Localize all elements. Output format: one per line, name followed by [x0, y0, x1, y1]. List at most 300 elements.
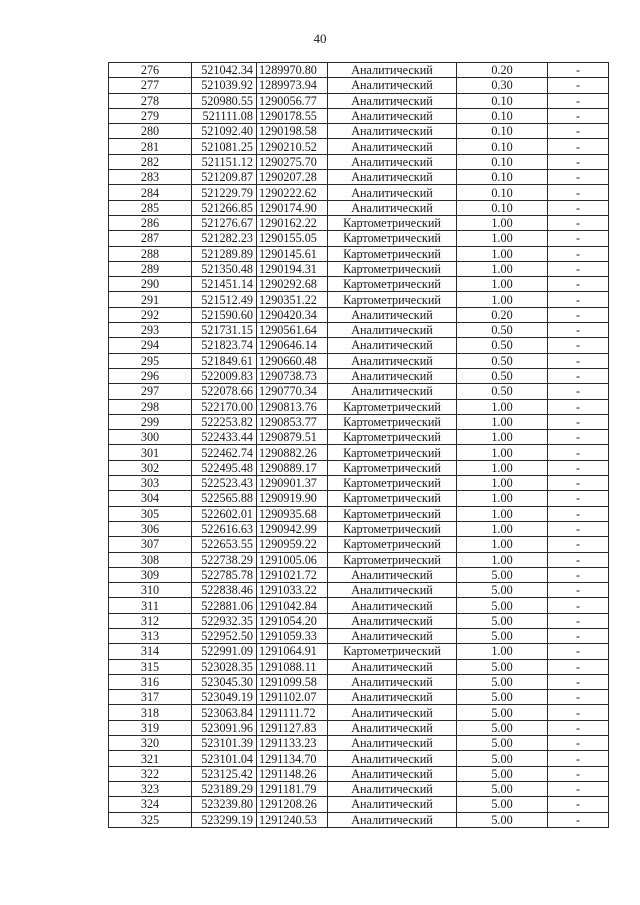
method-cell: Аналитический	[328, 736, 457, 751]
x-coordinate-cell: 523101.04	[192, 751, 257, 766]
method-cell: Картометрический	[328, 552, 457, 567]
method-cell: Картометрический	[328, 537, 457, 552]
point-number-cell: 321	[109, 751, 192, 766]
table-row	[109, 323, 609, 338]
point-number-cell: 306	[109, 521, 192, 536]
dash-cell: -	[548, 63, 609, 78]
accuracy-cell: 0.20	[457, 307, 548, 322]
method-cell: Аналитический	[328, 613, 457, 628]
point-number-cell: 292	[109, 307, 192, 322]
point-number-cell: 309	[109, 567, 192, 582]
method-cell: Аналитический	[328, 628, 457, 643]
x-coordinate-cell: 522881.06	[192, 598, 257, 613]
point-number-cell: 302	[109, 460, 192, 475]
x-coordinate-cell: 521151.12	[192, 154, 257, 169]
x-coordinate-cell: 523189.29	[192, 781, 257, 796]
dash-cell: -	[548, 139, 609, 154]
y-coordinate-cell: 1291042.84	[257, 598, 328, 613]
accuracy-cell: 1.00	[457, 292, 548, 307]
point-number-cell: 314	[109, 644, 192, 659]
dash-cell: -	[548, 384, 609, 399]
y-coordinate-cell: 1290178.55	[257, 108, 328, 123]
table-row	[109, 537, 609, 552]
x-coordinate-cell: 522991.09	[192, 644, 257, 659]
point-number-cell: 320	[109, 736, 192, 751]
y-coordinate-cell: 1291111.72	[257, 705, 328, 720]
point-number-cell: 315	[109, 659, 192, 674]
y-coordinate-cell: 1291064.91	[257, 644, 328, 659]
method-cell: Аналитический	[328, 307, 457, 322]
point-number-cell: 319	[109, 720, 192, 735]
point-number-cell: 303	[109, 476, 192, 491]
accuracy-cell: 0.50	[457, 368, 548, 383]
dash-cell: -	[548, 521, 609, 536]
dash-cell: -	[548, 460, 609, 475]
dash-cell: -	[548, 185, 609, 200]
accuracy-cell: 1.00	[457, 476, 548, 491]
point-number-cell: 283	[109, 170, 192, 185]
y-coordinate-cell: 1290420.34	[257, 307, 328, 322]
point-number-cell: 297	[109, 384, 192, 399]
x-coordinate-cell: 521451.14	[192, 277, 257, 292]
table-row	[109, 766, 609, 781]
table-row	[109, 384, 609, 399]
y-coordinate-cell: 1291059.33	[257, 628, 328, 643]
dash-cell: -	[548, 583, 609, 598]
dash-cell: -	[548, 124, 609, 139]
method-cell: Картометрический	[328, 215, 457, 230]
y-coordinate-cell: 1291033.22	[257, 583, 328, 598]
accuracy-cell: 1.00	[457, 399, 548, 414]
y-coordinate-cell: 1290879.51	[257, 430, 328, 445]
method-cell: Картометрический	[328, 445, 457, 460]
x-coordinate-cell: 522009.83	[192, 368, 257, 383]
dash-cell: -	[548, 812, 609, 827]
y-coordinate-cell: 1291099.58	[257, 674, 328, 689]
x-coordinate-cell: 522932.35	[192, 613, 257, 628]
accuracy-cell: 1.00	[457, 414, 548, 429]
x-coordinate-cell: 522170.00	[192, 399, 257, 414]
point-number-cell: 305	[109, 506, 192, 521]
x-coordinate-cell: 521092.40	[192, 124, 257, 139]
y-coordinate-cell: 1290056.77	[257, 93, 328, 108]
x-coordinate-cell: 523125.42	[192, 766, 257, 781]
accuracy-cell: 5.00	[457, 567, 548, 582]
point-number-cell: 282	[109, 154, 192, 169]
table-row	[109, 292, 609, 307]
dash-cell: -	[548, 506, 609, 521]
x-coordinate-cell: 522653.55	[192, 537, 257, 552]
y-coordinate-cell: 1290935.68	[257, 506, 328, 521]
x-coordinate-cell: 523101.39	[192, 736, 257, 751]
point-number-cell: 284	[109, 185, 192, 200]
accuracy-cell: 5.00	[457, 812, 548, 827]
method-cell: Аналитический	[328, 797, 457, 812]
dash-cell: -	[548, 353, 609, 368]
point-number-cell: 293	[109, 323, 192, 338]
dash-cell: -	[548, 399, 609, 414]
method-cell: Картометрический	[328, 246, 457, 261]
y-coordinate-cell: 1290889.17	[257, 460, 328, 475]
y-coordinate-cell: 1290162.22	[257, 215, 328, 230]
x-coordinate-cell: 522495.48	[192, 460, 257, 475]
dash-cell: -	[548, 476, 609, 491]
point-number-cell: 286	[109, 215, 192, 230]
table-row	[109, 338, 609, 353]
dash-cell: -	[548, 736, 609, 751]
point-number-cell: 294	[109, 338, 192, 353]
method-cell: Аналитический	[328, 720, 457, 735]
point-number-cell: 298	[109, 399, 192, 414]
dash-cell: -	[548, 430, 609, 445]
accuracy-cell: 0.50	[457, 323, 548, 338]
table-row	[109, 185, 609, 200]
point-number-cell: 301	[109, 445, 192, 460]
method-cell: Аналитический	[328, 139, 457, 154]
y-coordinate-cell: 1291240.53	[257, 812, 328, 827]
method-cell: Аналитический	[328, 368, 457, 383]
y-coordinate-cell: 1290770.34	[257, 384, 328, 399]
y-coordinate-cell: 1289973.94	[257, 78, 328, 93]
method-cell: Картометрический	[328, 506, 457, 521]
x-coordinate-cell: 521849.61	[192, 353, 257, 368]
method-cell: Аналитический	[328, 384, 457, 399]
dash-cell: -	[548, 674, 609, 689]
x-coordinate-cell: 522785.78	[192, 567, 257, 582]
x-coordinate-cell: 522952.50	[192, 628, 257, 643]
accuracy-cell: 5.00	[457, 690, 548, 705]
accuracy-cell: 0.20	[457, 63, 548, 78]
table-row	[109, 139, 609, 154]
y-coordinate-cell: 1290174.90	[257, 200, 328, 215]
method-cell: Картометрический	[328, 414, 457, 429]
point-number-cell: 277	[109, 78, 192, 93]
method-cell: Аналитический	[328, 690, 457, 705]
point-number-cell: 324	[109, 797, 192, 812]
method-cell: Аналитический	[328, 185, 457, 200]
accuracy-cell: 0.10	[457, 108, 548, 123]
y-coordinate-cell: 1291102.07	[257, 690, 328, 705]
dash-cell: -	[548, 261, 609, 276]
y-coordinate-cell: 1290275.70	[257, 154, 328, 169]
accuracy-cell: 1.00	[457, 552, 548, 567]
table-row	[109, 720, 609, 735]
accuracy-cell: 5.00	[457, 705, 548, 720]
accuracy-cell: 1.00	[457, 430, 548, 445]
x-coordinate-cell: 521590.60	[192, 307, 257, 322]
table-row	[109, 200, 609, 215]
method-cell: Аналитический	[328, 659, 457, 674]
accuracy-cell: 0.10	[457, 185, 548, 200]
x-coordinate-cell: 521289.89	[192, 246, 257, 261]
dash-cell: -	[548, 215, 609, 230]
x-coordinate-cell: 523045.30	[192, 674, 257, 689]
table-row	[109, 567, 609, 582]
table-row	[109, 261, 609, 276]
method-cell: Картометрический	[328, 261, 457, 276]
table-row	[109, 552, 609, 567]
y-coordinate-cell: 1290853.77	[257, 414, 328, 429]
dash-cell: -	[548, 797, 609, 812]
method-cell: Аналитический	[328, 154, 457, 169]
accuracy-cell: 1.00	[457, 261, 548, 276]
dash-cell: -	[548, 108, 609, 123]
accuracy-cell: 5.00	[457, 720, 548, 735]
accuracy-cell: 5.00	[457, 674, 548, 689]
dash-cell: -	[548, 690, 609, 705]
table-row	[109, 583, 609, 598]
point-number-cell: 317	[109, 690, 192, 705]
dash-cell: -	[548, 766, 609, 781]
x-coordinate-cell: 522523.43	[192, 476, 257, 491]
x-coordinate-cell: 523299.19	[192, 812, 257, 827]
dash-cell: -	[548, 659, 609, 674]
accuracy-cell: 1.00	[457, 246, 548, 261]
point-number-cell: 312	[109, 613, 192, 628]
y-coordinate-cell: 1291054.20	[257, 613, 328, 628]
accuracy-cell: 5.00	[457, 751, 548, 766]
dash-cell: -	[548, 628, 609, 643]
method-cell: Картометрический	[328, 277, 457, 292]
accuracy-cell: 1.00	[457, 521, 548, 536]
method-cell: Аналитический	[328, 781, 457, 796]
y-coordinate-cell: 1290210.52	[257, 139, 328, 154]
dash-cell: -	[548, 93, 609, 108]
y-coordinate-cell: 1290882.26	[257, 445, 328, 460]
y-coordinate-cell: 1290959.22	[257, 537, 328, 552]
accuracy-cell: 5.00	[457, 628, 548, 643]
table-row	[109, 414, 609, 429]
dash-cell: -	[548, 200, 609, 215]
y-coordinate-cell: 1291127.83	[257, 720, 328, 735]
coordinates-table-body	[109, 63, 609, 828]
x-coordinate-cell: 520980.55	[192, 93, 257, 108]
method-cell: Картометрический	[328, 292, 457, 307]
table-row	[109, 353, 609, 368]
y-coordinate-cell: 1290198.58	[257, 124, 328, 139]
method-cell: Аналитический	[328, 108, 457, 123]
method-cell: Картометрический	[328, 644, 457, 659]
method-cell: Аналитический	[328, 598, 457, 613]
y-coordinate-cell: 1290942.99	[257, 521, 328, 536]
method-cell: Картометрический	[328, 476, 457, 491]
method-cell: Аналитический	[328, 338, 457, 353]
table-row	[109, 154, 609, 169]
y-coordinate-cell: 1290351.22	[257, 292, 328, 307]
table-row	[109, 215, 609, 230]
y-coordinate-cell: 1290919.90	[257, 491, 328, 506]
x-coordinate-cell: 523091.96	[192, 720, 257, 735]
method-cell: Аналитический	[328, 751, 457, 766]
x-coordinate-cell: 522433.44	[192, 430, 257, 445]
table-row	[109, 751, 609, 766]
dash-cell: -	[548, 567, 609, 582]
y-coordinate-cell: 1290155.05	[257, 231, 328, 246]
accuracy-cell: 1.00	[457, 460, 548, 475]
x-coordinate-cell: 521042.34	[192, 63, 257, 78]
x-coordinate-cell: 522838.46	[192, 583, 257, 598]
dash-cell: -	[548, 552, 609, 567]
accuracy-cell: 5.00	[457, 781, 548, 796]
dash-cell: -	[548, 705, 609, 720]
x-coordinate-cell: 522738.29	[192, 552, 257, 567]
point-number-cell: 285	[109, 200, 192, 215]
accuracy-cell: 1.00	[457, 537, 548, 552]
y-coordinate-cell: 1291148.26	[257, 766, 328, 781]
x-coordinate-cell: 521081.25	[192, 139, 257, 154]
table-row	[109, 246, 609, 261]
x-coordinate-cell: 521039.92	[192, 78, 257, 93]
dash-cell: -	[548, 154, 609, 169]
dash-cell: -	[548, 231, 609, 246]
x-coordinate-cell: 523239.80	[192, 797, 257, 812]
point-number-cell: 278	[109, 93, 192, 108]
accuracy-cell: 1.00	[457, 491, 548, 506]
point-number-cell: 280	[109, 124, 192, 139]
y-coordinate-cell: 1290646.14	[257, 338, 328, 353]
table-row	[109, 93, 609, 108]
method-cell: Аналитический	[328, 124, 457, 139]
table-row	[109, 521, 609, 536]
x-coordinate-cell: 521209.87	[192, 170, 257, 185]
y-coordinate-cell: 1291134.70	[257, 751, 328, 766]
point-number-cell: 287	[109, 231, 192, 246]
y-coordinate-cell: 1290222.62	[257, 185, 328, 200]
point-number-cell: 300	[109, 430, 192, 445]
x-coordinate-cell: 521229.79	[192, 185, 257, 200]
table-row	[109, 781, 609, 796]
point-number-cell: 288	[109, 246, 192, 261]
x-coordinate-cell: 521282.23	[192, 231, 257, 246]
table-row	[109, 736, 609, 751]
accuracy-cell: 1.00	[457, 445, 548, 460]
y-coordinate-cell: 1290207.28	[257, 170, 328, 185]
table-row	[109, 368, 609, 383]
dash-cell: -	[548, 781, 609, 796]
accuracy-cell: 0.50	[457, 338, 548, 353]
method-cell: Аналитический	[328, 78, 457, 93]
accuracy-cell: 0.10	[457, 93, 548, 108]
accuracy-cell: 5.00	[457, 766, 548, 781]
method-cell: Картометрический	[328, 521, 457, 536]
method-cell: Картометрический	[328, 430, 457, 445]
accuracy-cell: 1.00	[457, 277, 548, 292]
table-row	[109, 613, 609, 628]
method-cell: Картометрический	[328, 491, 457, 506]
table-row	[109, 460, 609, 475]
table-row	[109, 63, 609, 78]
dash-cell: -	[548, 537, 609, 552]
y-coordinate-cell: 1291088.11	[257, 659, 328, 674]
accuracy-cell: 1.00	[457, 644, 548, 659]
dash-cell: -	[548, 491, 609, 506]
table-row	[109, 705, 609, 720]
x-coordinate-cell: 522078.66	[192, 384, 257, 399]
dash-cell: -	[548, 323, 609, 338]
point-number-cell: 307	[109, 537, 192, 552]
x-coordinate-cell: 521823.74	[192, 338, 257, 353]
x-coordinate-cell: 522616.63	[192, 521, 257, 536]
accuracy-cell: 5.00	[457, 659, 548, 674]
dash-cell: -	[548, 246, 609, 261]
x-coordinate-cell: 523049.19	[192, 690, 257, 705]
table-row	[109, 797, 609, 812]
accuracy-cell: 1.00	[457, 231, 548, 246]
table-row	[109, 445, 609, 460]
y-coordinate-cell: 1290561.64	[257, 323, 328, 338]
table-row	[109, 307, 609, 322]
method-cell: Аналитический	[328, 567, 457, 582]
x-coordinate-cell: 521512.49	[192, 292, 257, 307]
x-coordinate-cell: 521731.15	[192, 323, 257, 338]
table-row	[109, 628, 609, 643]
x-coordinate-cell: 522565.88	[192, 491, 257, 506]
page-number: 40	[313, 31, 327, 46]
accuracy-cell: 0.10	[457, 139, 548, 154]
point-number-cell: 296	[109, 368, 192, 383]
table-row	[109, 231, 609, 246]
point-number-cell: 281	[109, 139, 192, 154]
dash-cell: -	[548, 307, 609, 322]
accuracy-cell: 5.00	[457, 736, 548, 751]
x-coordinate-cell: 522462.74	[192, 445, 257, 460]
accuracy-cell: 5.00	[457, 797, 548, 812]
table-row	[109, 124, 609, 139]
accuracy-cell: 0.50	[457, 353, 548, 368]
method-cell: Аналитический	[328, 323, 457, 338]
y-coordinate-cell: 1290292.68	[257, 277, 328, 292]
accuracy-cell: 0.10	[457, 170, 548, 185]
y-coordinate-cell: 1291133.23	[257, 736, 328, 751]
accuracy-cell: 5.00	[457, 613, 548, 628]
x-coordinate-cell: 521276.67	[192, 215, 257, 230]
method-cell: Аналитический	[328, 674, 457, 689]
y-coordinate-cell: 1290145.61	[257, 246, 328, 261]
dash-cell: -	[548, 598, 609, 613]
table-row	[109, 812, 609, 827]
point-number-cell: 310	[109, 583, 192, 598]
point-number-cell: 291	[109, 292, 192, 307]
point-number-cell: 313	[109, 628, 192, 643]
method-cell: Аналитический	[328, 93, 457, 108]
accuracy-cell: 1.00	[457, 215, 548, 230]
point-number-cell: 311	[109, 598, 192, 613]
accuracy-cell: 5.00	[457, 583, 548, 598]
dash-cell: -	[548, 338, 609, 353]
point-number-cell: 289	[109, 261, 192, 276]
point-number-cell: 323	[109, 781, 192, 796]
y-coordinate-cell: 1290813.76	[257, 399, 328, 414]
table-row	[109, 674, 609, 689]
point-number-cell: 325	[109, 812, 192, 827]
accuracy-cell: 1.00	[457, 506, 548, 521]
y-coordinate-cell: 1289970.80	[257, 63, 328, 78]
method-cell: Аналитический	[328, 705, 457, 720]
method-cell: Аналитический	[328, 812, 457, 827]
method-cell: Аналитический	[328, 583, 457, 598]
point-number-cell: 295	[109, 353, 192, 368]
accuracy-cell: 0.10	[457, 200, 548, 215]
method-cell: Аналитический	[328, 766, 457, 781]
dash-cell: -	[548, 445, 609, 460]
y-coordinate-cell: 1291021.72	[257, 567, 328, 582]
point-number-cell: 308	[109, 552, 192, 567]
table-row	[109, 598, 609, 613]
x-coordinate-cell: 523063.84	[192, 705, 257, 720]
table-row	[109, 476, 609, 491]
table-row	[109, 659, 609, 674]
y-coordinate-cell: 1290660.48	[257, 353, 328, 368]
